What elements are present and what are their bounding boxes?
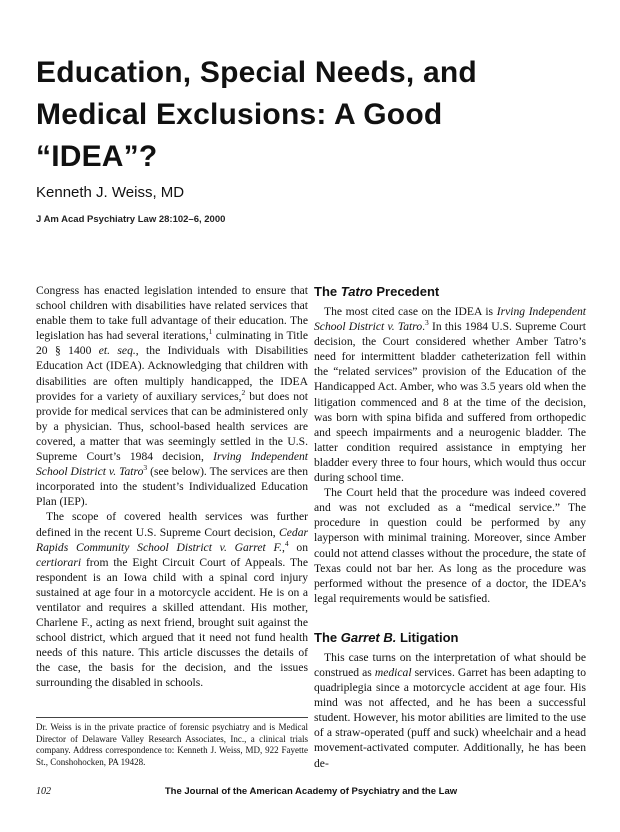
italic-text: Irving Independent School District v. Tatro — [314, 305, 586, 334]
tatro-paragraph-2: The Court held that the procedure was indeed covered and was not excluded as a “medical service.” The procedure in question could be performed by any layperson with minimal training. Moreover, since Amber could not attend classes without the procedure, the state of Texas could not bar her. As long as the procedure was performed without the presence of a doctor, the IDEA’s legal requirements would be satisfied. — [314, 486, 586, 605]
reference-marker: 3 — [143, 463, 148, 473]
author-footnote: Dr. Weiss is in the private practice of forensic psychiatry and is Medical Director of Delaware Valley Research Associates, Inc., a clinical trials company. Address correspondence to: Kenneth J. Weiss, MD, 922 Fayette St., Conshohocken, PA 19428. — [36, 717, 308, 768]
tatro-paragraph-1: The most cited case on the IDEA is Irving Independent School District v. Tatro.$^3$ In this 1984 U.S. Supreme Court decision, the Court considered whether Amber Tatro’s need for intermittent bladder catheterization fell within the “related services” provision of the Education of the Handicapped Act. Amber, who was 3.5 years old when the litigation commenced and 8 at the time of the decision, was born with spina bifida and suffered from orthopedic and speech impairments and a neurogenic bladder. The latter condition required assistance in emptying her bladder every three to four hours, which would thus occur during school time. — [314, 305, 587, 485]
italic-text: et. seq. — [98, 344, 136, 358]
reference-marker: 1 — [208, 327, 213, 337]
right-column — [314, 284, 586, 771]
page-footer — [36, 786, 586, 800]
italic-text: certiorari — [36, 555, 82, 569]
italic-text: medical — [374, 665, 412, 679]
italic-text: Cedar Rapids Community School District v. Garret F. — [36, 525, 308, 554]
intro-paragraph: Congress has enacted legislation intended to ensure that school children with disabilities have related services that enable them to take full advantage of their education. The legislation has had several iterations,$^1$ culminating in Title 20 § 1400 et. seq., the Individuals with Disabilities Education Act (IDEA). Acknowledging that children with disabilities are often multiply handicapped, the IDEA provides for a variety of auxiliary services,$^2$ but does not provide for medical services that can be administered only by a physician. Thus, school-based health services are covered, a matter that was seemingly settled in the U.S. Supreme Court’s 1984 decision, Irving Independent School District v. Tatro$^3$ (see below). The services are then incorporated into the student’s Individualized Education Plan (IEP). — [36, 284, 309, 509]
reference-marker: 2 — [241, 387, 246, 397]
section-heading-garret: The Garret B. Litigation — [314, 629, 459, 645]
left-column — [36, 283, 308, 691]
italic-text: Irving Independent School District v. Tatro — [36, 450, 308, 479]
author-name: Kenneth J. Weiss, MD — [36, 184, 185, 201]
garret-paragraph: This case turns on the interpretation of what should be construed as medical services. Garret has been adapting to quadriplegia since a motorcycle accident at age four. His mind was not affected, and he has been a successful student. However, his motor abilities are limited to the use of a straw-operated (puff and suck) wheelchair and a head movement-activated computer. Additionally, he has been de- — [314, 650, 586, 770]
page-number: 102 — [36, 786, 51, 797]
journal-citation: J Am Acad Psychiatry Law 28:102–6, 2000 — [36, 214, 226, 225]
italic-text: Tatro — [340, 284, 373, 299]
article-title: Education, Special Needs, and Medical Exclusions: A Good “IDEA”? — [36, 56, 477, 173]
section-heading-tatro: The Tatro Precedent — [314, 284, 440, 299]
italic-text: Garret B. — [340, 629, 397, 645]
reference-marker: 3 — [425, 318, 429, 328]
scope-paragraph: The scope of covered health services was further defined in the recent U.S. Supreme Court decision, Cedar Rapids Community School District v. Garret F.,$^4$ on certiorari from the Eight Circuit Court of Appeals. The respondent is an Iowa child with a spinal cord injury sustained at age four in a motorcycle accident. He is on a ventilator and requires a skilled attendant. His mother, Charlene F., acting as next friend, brought suit against the school district, which argued that it need not fund health needs of this nature. This article discusses the details of the case, the basis for the decision, and the issues surrounding the disabled in schools. — [36, 510, 308, 690]
reference-marker: 4 — [284, 538, 289, 548]
journal-name: The Journal of the American Academy of Psychiatry and the Law — [164, 786, 458, 797]
